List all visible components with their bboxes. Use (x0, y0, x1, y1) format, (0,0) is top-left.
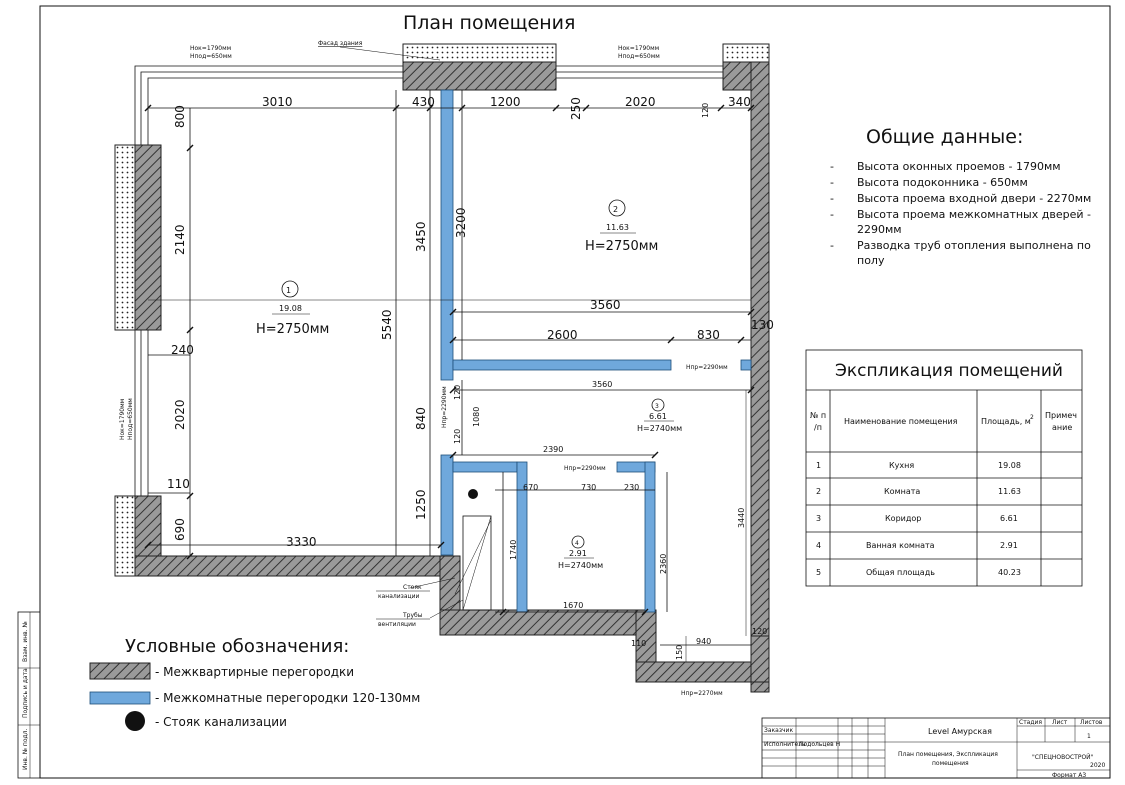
stamp-signature: Подольцев Н (799, 741, 841, 748)
dim-120-b: 120 (453, 428, 462, 444)
svg-text:H=2750мм: H=2750мм (585, 239, 659, 254)
stamp-year: 2020 (1090, 762, 1106, 769)
svg-text:H=2740мм: H=2740мм (558, 561, 604, 570)
svg-text:11.63: 11.63 (606, 223, 629, 232)
svg-text:3: 3 (816, 514, 822, 523)
dim-120-c: 120 (752, 627, 768, 636)
svg-text:-: - (830, 160, 834, 173)
dim-2020-top: 2020 (625, 95, 656, 109)
pipes-callout-2: вентиляции (378, 621, 416, 628)
svg-text:1: 1 (286, 286, 292, 295)
svg-text:3: 3 (655, 403, 659, 410)
general-item-1: Высота оконных проемов - 1790мм (857, 160, 1061, 173)
explication-title: Экспликация помещений (835, 361, 1063, 381)
dim-150: 150 (675, 644, 684, 660)
side-stamp-vzam: Взам. инв. № (22, 621, 29, 662)
stamp-stage-header: Стадия (1019, 719, 1043, 726)
general-item-5b: полу (857, 254, 885, 267)
side-stamp-sign: Подпись и дата (22, 668, 29, 718)
dim-1670: 1670 (563, 601, 584, 610)
riser-callout-1: Стояк (403, 584, 422, 591)
dim-800: 800 (173, 105, 187, 128)
wall-bottom (135, 556, 460, 576)
stamp-sheet-number: 1 (1087, 733, 1091, 740)
svg-text:-: - (830, 192, 834, 205)
window-note-vertical-2: Нпод=650мм (127, 398, 134, 440)
svg-text:/п: /п (814, 423, 822, 432)
dim-730: 730 (581, 483, 597, 492)
room-label-2 (585, 200, 658, 254)
svg-text:6.61: 6.61 (649, 412, 667, 421)
legend-item-hatched: - Межквартирные перегородки (155, 665, 355, 679)
legend-swatch-dot (125, 711, 145, 731)
dim-2020-left: 2020 (173, 399, 187, 430)
dim-250: 250 (569, 97, 583, 120)
dim-2390: 2390 (543, 445, 564, 454)
general-item-2: Высота подоконника - 650мм (857, 176, 1028, 189)
general-item-4b: 2290мм (857, 223, 902, 236)
wall-left (135, 145, 161, 330)
dim-3560-a: 3560 (590, 298, 621, 312)
explication-table (806, 350, 1082, 586)
door-label-bath: Нпр=2290мм (564, 465, 606, 472)
dim-830: 830 (697, 328, 720, 342)
stamp-format: Формат А3 (1052, 772, 1087, 779)
sewer-riser (468, 489, 478, 499)
dim-340: 340 (728, 95, 751, 109)
dim-3450: 3450 (414, 221, 428, 252)
dim-3560-b: 3560 (592, 380, 613, 389)
svg-text:Комната: Комната (884, 487, 921, 496)
partition-kitchen-room (441, 90, 453, 380)
svg-text:40.23: 40.23 (998, 568, 1021, 577)
partition-room-corridor (453, 360, 671, 370)
svg-text:2.91: 2.91 (1000, 541, 1018, 550)
general-item-5: Разводка труб отопления выполнена по (857, 239, 1091, 252)
dim-2600: 2600 (547, 328, 578, 342)
stamp-performer: Исполнитель (764, 741, 806, 748)
legend-heading: Условные обозначения: (125, 636, 350, 657)
general-list (830, 160, 1091, 267)
sheet-frame (40, 6, 1110, 778)
stamp-sheet-title-2: помещения (932, 760, 969, 767)
dim-110: 110 (167, 477, 190, 491)
room-label-4 (558, 536, 603, 570)
svg-text:-: - (830, 176, 834, 189)
dim-3010: 3010 (262, 95, 293, 109)
wall-right (751, 62, 769, 692)
stamp-project: Level Амурская (928, 727, 992, 736)
svg-text:11.63: 11.63 (998, 487, 1021, 496)
svg-text:5: 5 (816, 568, 822, 577)
stamp-customer: Заказчик (764, 727, 794, 734)
dim-670: 670 (523, 483, 539, 492)
dim-1250: 1250 (414, 489, 428, 520)
svg-text:2.91: 2.91 (569, 549, 587, 558)
facade-window-top (403, 44, 556, 62)
window-left-lower (115, 496, 135, 576)
dim-110-b: 110 (631, 639, 647, 648)
window-note-right-1: Нок=1790мм (618, 45, 660, 52)
svg-text:1: 1 (816, 461, 822, 470)
general-heading: Общие данные: (866, 126, 1024, 148)
room-label-3 (637, 399, 682, 433)
svg-text:2: 2 (1030, 414, 1034, 421)
pipes-callout-1: Трубы (403, 612, 423, 619)
svg-text:19.08: 19.08 (998, 461, 1021, 470)
window-note-left-2: Нпод=650мм (190, 53, 232, 60)
facade-window-right (723, 44, 769, 62)
dim-5540: 5540 (380, 309, 394, 340)
side-stamp-inv: Инв. № подл. (22, 728, 29, 770)
wall-top (403, 62, 556, 90)
plan-title: План помещения (403, 12, 576, 34)
room-label-1 (256, 281, 329, 337)
dim-1740: 1740 (509, 539, 518, 560)
svg-text:Площадь, м: Площадь, м (981, 417, 1031, 426)
stamp-sheets-header: Листов (1080, 719, 1103, 726)
stamp-company: "СПЕЦНОВОСТРОЙ" (1032, 754, 1094, 761)
svg-text:2: 2 (816, 487, 822, 496)
dim-690: 690 (173, 518, 187, 541)
svg-text:Наименование помещения: Наименование помещения (844, 417, 958, 426)
window-left-upper (115, 145, 135, 330)
door-label-entry: Нпр=2270мм (681, 690, 723, 697)
dim-1200: 1200 (490, 95, 521, 109)
legend-item-blue: - Межкомнатные перегородки 120-130мм (155, 691, 421, 705)
window-note-left-1: Нок=1790мм (190, 45, 232, 52)
dim-3200: 3200 (454, 207, 468, 238)
general-item-4: Высота проема межкомнатных дверей - (857, 208, 1091, 221)
svg-text:Примеч: Примеч (1045, 411, 1077, 420)
facade-label: Фасад здания (318, 40, 363, 47)
dim-120-top: 120 (701, 102, 710, 118)
dim-3440: 3440 (737, 507, 746, 528)
svg-text:Коридор: Коридор (885, 514, 922, 523)
dim-130: 130 (751, 318, 774, 332)
door-label-corridor: Нпр=2290мм (686, 364, 728, 371)
dim-2360: 2360 (659, 553, 668, 574)
stamp-sheet-header: Лист (1052, 719, 1068, 726)
svg-text:4: 4 (816, 541, 822, 550)
svg-text:ание: ание (1052, 423, 1073, 432)
dim-1080: 1080 (472, 406, 481, 427)
svg-text:№ п: № п (810, 411, 827, 420)
legend (90, 636, 420, 731)
dim-3330: 3330 (286, 535, 317, 549)
svg-text:H=2740мм: H=2740мм (637, 424, 683, 433)
dim-840: 840 (414, 407, 428, 430)
dim-230: 230 (624, 483, 640, 492)
svg-text:-: - (830, 208, 834, 221)
dim-240: 240 (171, 343, 194, 357)
svg-text:2: 2 (613, 205, 619, 214)
dim-430: 430 (412, 95, 435, 109)
general-item-3: Высота проема входной двери - 2270мм (857, 192, 1092, 205)
stamp-sheet-title-1: План помещения, Экспликация (898, 751, 998, 758)
title-block (762, 718, 1110, 779)
svg-text:19.08: 19.08 (279, 304, 302, 313)
door-label-vertical: Нпр=2290мм (441, 386, 448, 428)
svg-text:Общая площадь: Общая площадь (866, 568, 935, 577)
svg-text:H=2750мм: H=2750мм (256, 322, 330, 337)
svg-text:Ванная комната: Ванная комната (866, 541, 935, 550)
legend-item-dot: - Стояк канализации (155, 715, 287, 729)
legend-swatch-blue (90, 692, 150, 704)
svg-text:4: 4 (575, 540, 579, 547)
riser-callout-2: канализации (378, 593, 420, 600)
svg-text:Кухня: Кухня (889, 461, 915, 470)
dim-940: 940 (696, 637, 712, 646)
svg-text:6.61: 6.61 (1000, 514, 1018, 523)
window-note-vertical-1: Нок=1790мм (119, 398, 126, 440)
legend-swatch-hatched (90, 663, 150, 679)
dim-2140: 2140 (173, 224, 187, 255)
svg-text:-: - (830, 239, 834, 252)
window-note-right-2: Нпод=650мм (618, 53, 660, 60)
dim-120-a: 120 (453, 384, 462, 400)
